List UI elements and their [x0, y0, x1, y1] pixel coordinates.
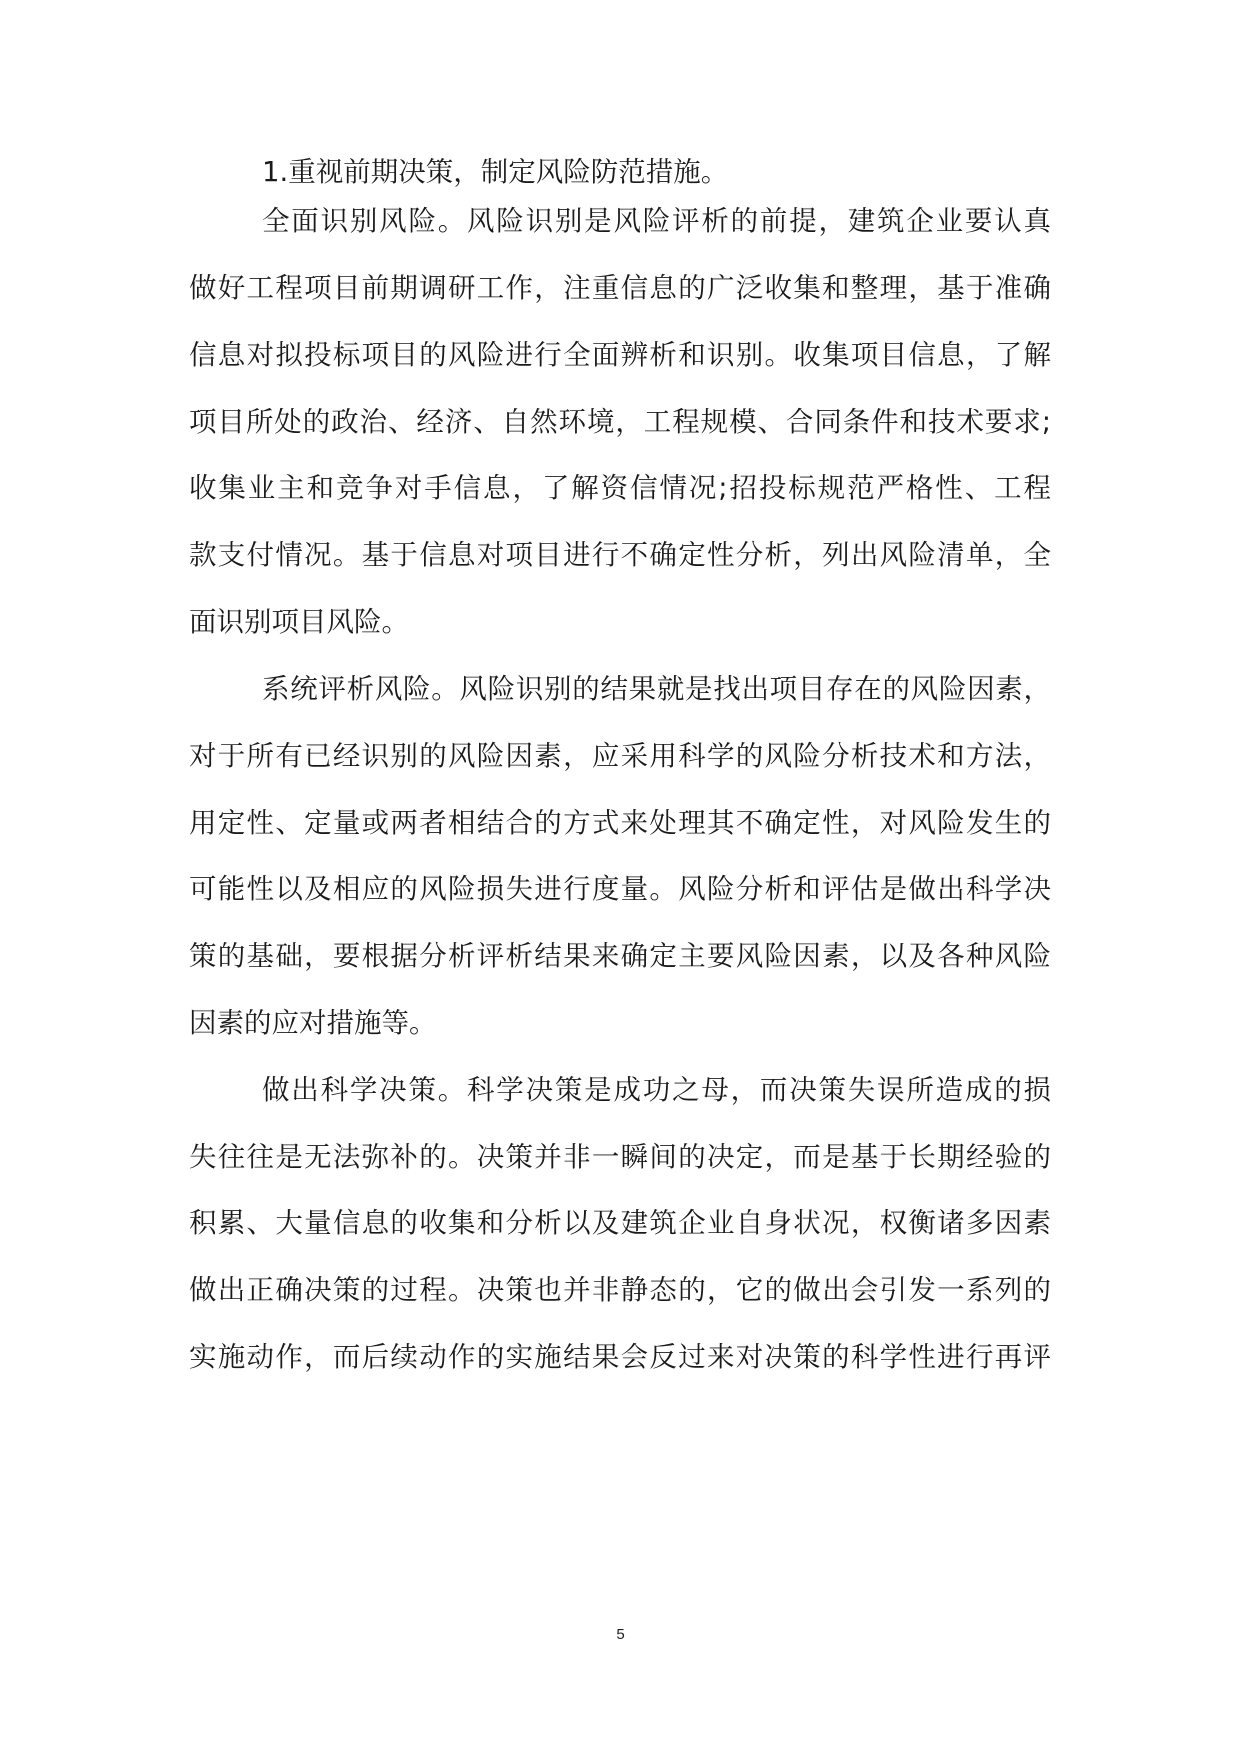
page-number: 5 — [616, 1626, 625, 1643]
paragraph-2-line-2: 对于所有已经识别的风险因素，应采用科学的风险分析技术和方法， — [189, 740, 1051, 772]
paragraph-1-line-5: 收集业主和竞争对手信息，了解资信情况;招投标规范严格性、工程 — [189, 472, 1051, 504]
paragraph-3-line-5: 实施动作，而后续动作的实施结果会反过来对决策的科学性进行再评 — [189, 1341, 1051, 1373]
paragraph-1-line-3: 信息对拟投标项目的风险进行全面辨析和识别。收集项目信息，了解 — [189, 339, 1051, 371]
paragraph-3-line-3: 积累、大量信息的收集和分析以及建筑企业自身状况，权衡诸多因素 — [189, 1207, 1051, 1239]
paragraph-1-line-1: 全面识别风险。风险识别是风险评析的前提，建筑企业要认真 — [262, 205, 1051, 237]
paragraph-2-line-6: 因素的应对措施等。 — [189, 1007, 437, 1039]
paragraph-3-line-1: 做出科学决策。科学决策是成功之母，而决策失误所造成的损 — [262, 1074, 1051, 1106]
paragraph-2-line-4: 可能性以及相应的风险损失进行度量。风险分析和评估是做出科学决 — [189, 873, 1051, 905]
paragraph-3-line-2: 失往往是无法弥补的。决策并非一瞬间的决定，而是基于长期经验的 — [189, 1141, 1051, 1173]
paragraph-1-line-7: 面识别项目风险。 — [189, 606, 409, 638]
paragraph-2-line-5: 策的基础，要根据分析评析结果来确定主要风险因素，以及各种风险 — [189, 940, 1051, 972]
paragraph-2-line-3: 用定性、定量或两者相结合的方式来处理其不确定性，对风险发生的 — [189, 807, 1051, 839]
section-heading: 1.重视前期决策，制定风险防范措施。 — [262, 156, 729, 188]
paragraph-1-line-4: 项目所处的政治、经济、自然环境，工程规模、合同条件和技术要求; — [189, 406, 1051, 438]
paragraph-2-line-1: 系统评析风险。风险识别的结果就是找出项目存在的风险因素， — [262, 673, 1051, 705]
paragraph-1-line-6: 款支付情况。基于信息对项目进行不确定性分析，列出风险清单，全 — [189, 539, 1051, 571]
paragraph-3-line-4: 做出正确决策的过程。决策也并非静态的，它的做出会引发一系列的 — [189, 1274, 1051, 1306]
paragraph-1-line-2: 做好工程项目前期调研工作，注重信息的广泛收集和整理，基于准确 — [189, 272, 1051, 304]
